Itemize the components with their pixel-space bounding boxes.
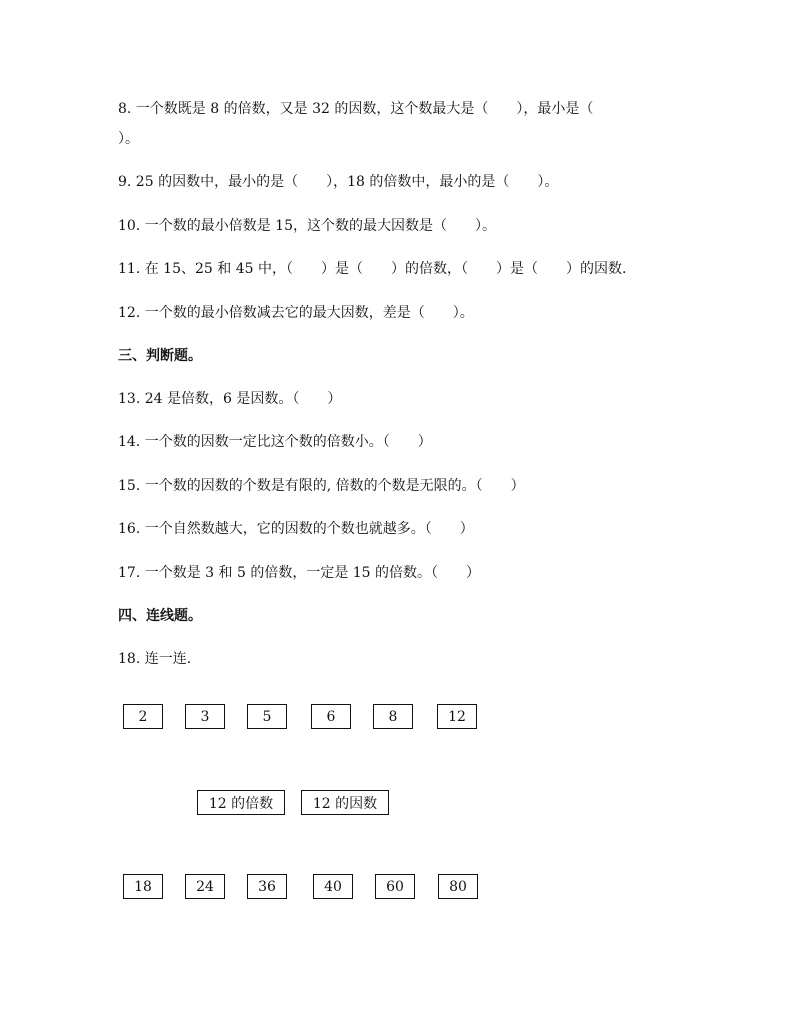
question-10: 10. 一个数的最小倍数是 15，这个数的最大因数是（ ）。 bbox=[118, 218, 496, 234]
bottom-number-box[interactable]: 40 bbox=[313, 874, 353, 899]
question-9: 9. 25 的因数中，最小的是（ ），18 的倍数中，最小的是（ ）。 bbox=[118, 174, 559, 190]
top-number-box[interactable]: 5 bbox=[247, 704, 287, 729]
question-14: 14. 一个数的因数一定比这个数的倍数小。（ ） bbox=[118, 434, 432, 450]
question-11: 11. 在 15、25 和 45 中，（ ）是（ ）的倍数，（ ）是（ ）的因数. bbox=[118, 261, 627, 277]
question-17: 17. 一个数是 3 和 5 的倍数，一定是 15 的倍数。（ ） bbox=[118, 565, 481, 581]
bottom-number-box[interactable]: 24 bbox=[185, 874, 225, 899]
question-13: 13. 24 是倍数，6 是因数。（ ） bbox=[118, 391, 342, 407]
top-number-box[interactable]: 8 bbox=[373, 704, 413, 729]
top-number-box[interactable]: 3 bbox=[185, 704, 225, 729]
question-16: 16. 一个自然数越大，它的因数的个数也就越多。（ ） bbox=[118, 521, 474, 537]
section-judge-heading: 三、判断题。 bbox=[118, 348, 202, 364]
multiples-of-12-box[interactable]: 12 的倍数 bbox=[197, 790, 285, 815]
top-number-box[interactable]: 12 bbox=[437, 704, 477, 729]
question-8-line-1: 8. 一个数既是 8 的倍数，又是 32 的因数，这个数最大是（ ），最小是（ bbox=[118, 101, 594, 117]
question-18: 18. 连一连. bbox=[118, 651, 192, 667]
question-8-line-2: ）。 bbox=[118, 131, 139, 147]
section-match-heading: 四、连线题。 bbox=[118, 608, 202, 624]
question-15: 15. 一个数的因数的个数是有限的, 倍数的个数是无限的。（ ） bbox=[118, 478, 525, 494]
bottom-number-box[interactable]: 80 bbox=[438, 874, 478, 899]
bottom-number-box[interactable]: 36 bbox=[247, 874, 287, 899]
question-12: 12. 一个数的最小倍数减去它的最大因数，差是（ ）。 bbox=[118, 305, 474, 321]
bottom-number-box[interactable]: 18 bbox=[123, 874, 163, 899]
top-number-box[interactable]: 2 bbox=[123, 704, 163, 729]
factors-of-12-box[interactable]: 12 的因数 bbox=[301, 790, 389, 815]
top-number-box[interactable]: 6 bbox=[311, 704, 351, 729]
bottom-number-box[interactable]: 60 bbox=[375, 874, 415, 899]
